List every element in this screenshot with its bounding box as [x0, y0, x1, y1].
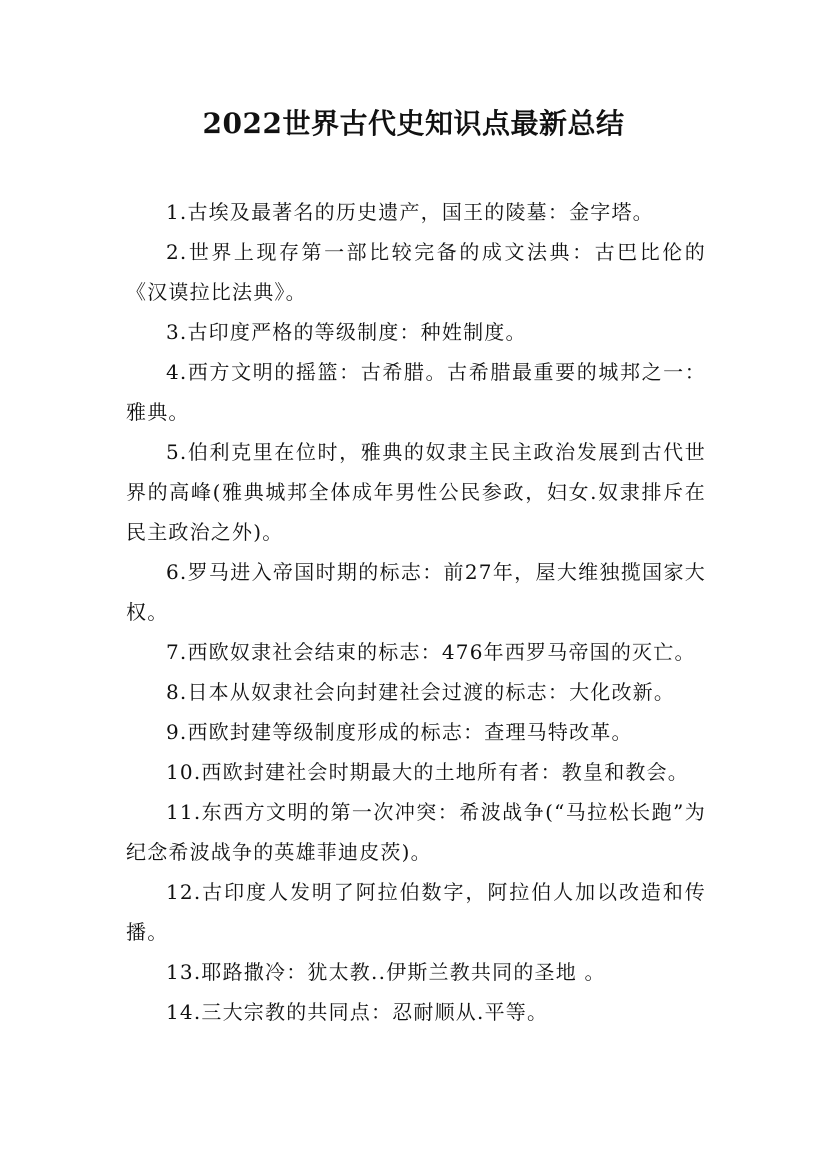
paragraph-7: 7.西欧奴隶社会结束的标志：476年西罗马帝国的灭亡。 [166, 640, 696, 664]
paragraph-14: 14.三大宗教的共同点：忍耐顺从.平等。 [166, 1000, 549, 1024]
document-body [126, 192, 706, 1032]
paragraph-11: 11.东西方文明的第一次冲突：希波战争(“马拉松长跑”为纪念希波战争的英雄菲迪皮茨)。 [126, 800, 706, 864]
paragraph-6: 6.罗马进入帝国时期的标志：前27年，屋大维独揽国家大权。 [126, 560, 706, 624]
paragraph-9: 9.西欧封建等级制度形成的标志：查理马特改革。 [166, 720, 633, 744]
paragraph-2: 2.世界上现存第一部比较完备的成文法典：古巴比伦的《汉谟拉比法典》。 [126, 240, 706, 304]
document-title: 2022世界古代史知识点最新总结 [202, 107, 625, 140]
paragraph-3: 3.古印度严格的等级制度：种姓制度。 [166, 320, 527, 344]
paragraph-10: 10.西欧封建社会时期最大的土地所有者：教皇和教会。 [166, 760, 690, 784]
paragraph-5: 5.伯利克里在位时，雅典的奴隶主民主政治发展到古代世界的高峰(雅典城邦全体成年男性公民参政，妇女.奴隶排斥在民主政治之外)。 [126, 440, 706, 544]
paragraph-13: 13.耶路撒冷：犹太教..伊斯兰教共同的圣地 。 [166, 960, 606, 984]
paragraph-12: 12.古印度人发明了阿拉伯数字，阿拉伯人加以改造和传播。 [126, 880, 706, 944]
paragraph-4: 4.西方文明的摇篮：古希腊。古希腊最重要的城邦之一：雅典。 [126, 360, 706, 424]
paragraph-1: 1.古埃及最著名的历史遗产，国王的陵墓：金字塔。 [166, 200, 654, 224]
paragraph-8: 8.日本从奴隶社会向封建社会过渡的标志：大化改新。 [166, 680, 676, 704]
